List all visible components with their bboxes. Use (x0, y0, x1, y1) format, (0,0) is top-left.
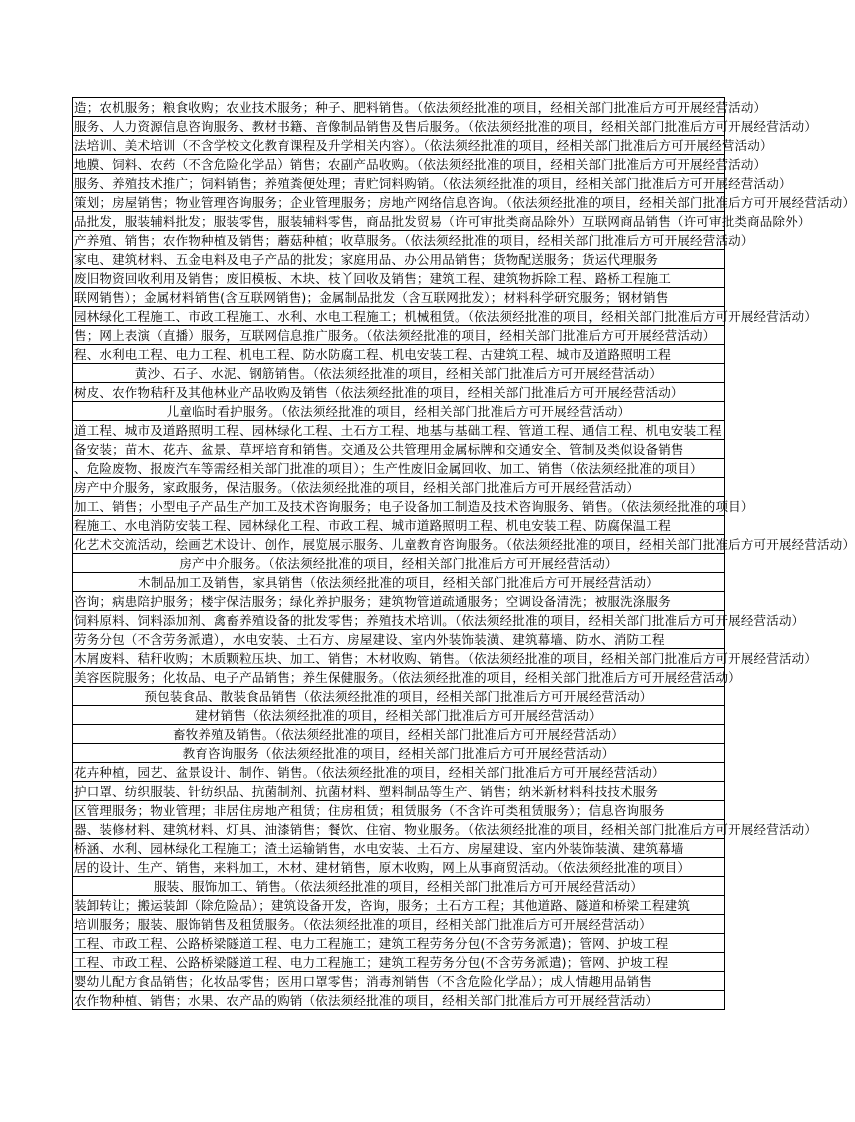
table-row: 农作物种植、销售；水果、农产品的购销（依法须经批准的项目，经相关部门批准后方可开展经营活动） (73, 991, 725, 1010)
table-row: 程施工、水电消防安装工程、园林绿化工程、市政工程、城市道路照明工程、机电安装工程、防腐保温工程 (73, 516, 725, 535)
table-row: 工程、市政工程、公路桥梁隧道工程、电力工程施工；建筑工程劳务分包(不含劳务派遣)；管网、护坡工程 (73, 953, 725, 972)
table-row: 地膜、饲料、农药（不含危险化学品）销售；农副产品收购。（依法须经批准的项目，经相关部门批准后方可开展经营活动） (74, 157, 767, 172)
table-row: 造；农机服务；粮食收购；农业技术服务；种子、肥料销售。（依法须经批准的项目，经相关部门批准后方可开展经营活动） (74, 100, 767, 115)
table-row: 联网销售）；金属材料销售(含互联网销售)；金属制品批发（含互联网批发）；材料科学研究服务；钢材销售 (73, 288, 725, 307)
table-row: 家电、建筑材料、五金电料及电子产品的批发；家庭用品、办公用品销售；货物配送服务；货运代理服务 (73, 250, 725, 269)
table-row: 木屑废料、秸秆收购；木质颗粒压块、加工、销售；木材收购、销售。（依法须经批准的项目，经相关部门批准后方可开展经营活动） (74, 651, 818, 666)
table-row: 服务、养殖技术推广；饲料销售；养殖粪便处理；青贮饲料购销。（依法须经批准的项目，经相关部门批准后方可开展经营活动） (74, 176, 792, 191)
table-row: 器、装修材料、建筑材料、灯具、油漆销售；餐饮、住宿、物业服务。（依法须经批准的项目，经相关部门批准后方可开展经营活动） (74, 822, 818, 837)
table-row: 备安装；苗木、花卉、盆景、草坪培育和销售。交通及公共管理用金属标牌和交通安全、管制及类似设备销售 (73, 440, 725, 459)
table-row: 咨询；病患陪护服务；楼宇保洁服务；绿化养护服务；建筑物管道疏通服务；空调设备清洗；被服洗涤服务 (73, 592, 725, 611)
table-row: 培训服务；服装、服饰销售及租赁服务。（依法须经批准的项目，经相关部门批准后方可开展经营活动） (73, 915, 725, 934)
table-row: 、危险废物、报废汽车等需经相关部门批准的项目）；生产性废旧金属回收、加工、销售（依法须经批准的项目） (73, 459, 725, 478)
table-row: 预包装食品、散装食品销售（依法须经批准的项目，经相关部门批准后方可开展经营活动） (73, 687, 725, 706)
table-row: 服务、人力资源信息咨询服务、教材书籍、音像制品销售及售后服务。（依法须经批准的项目，经相关部门批准后方可开展经营活动） (74, 119, 818, 134)
table-row: 加工、销售；小型电子产品生产加工及技术咨询服务；电子设备加工制造及技术咨询服务、销售。（依法须经批准的项目） (74, 499, 754, 514)
table-row: 区管理服务；物业管理；非居住房地产租赁；住房租赁；租赁服务（不含许可类租赁服务）；信息咨询服务 (73, 801, 725, 820)
table-row: 树皮、农作物秸秆及其他林业产品收购及销售（依法须经批准的项目，经相关部门批准后方可开展经营活动） (73, 383, 725, 402)
table-row: 装卸转让；搬运装卸（除危险品）；建筑设备开发，咨询，服务；土石方工程；其他道路、隧道和桥梁工程建筑 (73, 896, 725, 915)
spreadsheet-column (72, 97, 855, 1010)
table-row: 产养殖、销售；农作物种植及销售；蘑菇种植；收草服务。（依法须经批准的项目，经相关部门批准后方可开展经营活动） (74, 233, 754, 248)
table-row: 建材销售（依法须经批准的项目，经相关部门批准后方可开展经营活动） (73, 706, 725, 725)
table-row: 饲料原料、饲料添加剂、禽畜养殖设备的批发零售；养殖技术培训。（依法须经批准的项目，经相关部门批准后方可开展经营活动） (74, 613, 805, 628)
table-row: 策划；房屋销售；物业管理咨询服务；企业管理服务；房地产网络信息咨询。（依法须经批准的项目，经相关部门批准后方可开展经营活动） (74, 195, 855, 210)
table-row: 园林绿化工程施工、市政工程施工、水利、水电工程施工；机械租赁。（依法须经批准的项目，经相关部门批准后方可开展经营活动） (74, 309, 818, 324)
table-row: 废旧物资回收利用及销售；废旧模板、木块、枝丫回收及销售；建筑工程、建筑物拆除工程、路桥工程施工 (73, 269, 725, 288)
table-row: 售；网上表演（直播）服务，互联网信息推广服务。（依法须经批准的项目，经相关部门批准后方可开展经营活动） (73, 326, 725, 345)
table-row: 品批发，服装辅料批发；服装零售，服装辅料零售，商品批发贸易（许可审批类商品除外）互联网商品销售（许可审批类商品除外） (74, 214, 811, 229)
table-row: 花卉种植，园艺、盆景设计、制作、销售。（依法须经批准的项目，经相关部门批准后方可开展经营活动） (73, 763, 725, 782)
table-row: 儿童临时看护服务。（依法须经批准的项目，经相关部门批准后方可开展经营活动） (73, 402, 725, 421)
table-row: 房产中介服务，家政服务，保洁服务。（依法须经批准的项目，经相关部门批准后方可开展经营活动） (73, 478, 725, 497)
table-row: 房产中介服务。（依法须经批准的项目，经相关部门批准后方可开展经营活动） (73, 554, 725, 573)
table-row: 工程、市政工程、公路桥梁隧道工程、电力工程施工；建筑工程劳务分包(不含劳务派遣)；管网、护坡工程 (73, 934, 725, 953)
table-row: 美容医院服务；化妆品、电子产品销售；养生保健服务。（依法须经批准的项目，经相关部门批准后方可开展经营活动） (74, 670, 741, 685)
table-row: 程、水利电工程、电力工程、机电工程、防水防腐工程、机电安装工程、古建筑工程、城市及道路照明工程 (73, 345, 725, 364)
table-row: 法培训、美术培训（不含学校文化教育课程及升学相关内容）。（依法须经批准的项目，经相关部门批准后方可开展经营活动） (74, 138, 773, 153)
table-row: 道工程、城市及道路照明工程、园林绿化工程、土石方工程、地基与基础工程、管道工程、通信工程、机电安装工程 (73, 421, 725, 440)
table-row: 畜牧养殖及销售。（依法须经批准的项目，经相关部门批准后方可开展经营活动） (73, 725, 725, 744)
table-row: 化艺术交流活动，绘画艺术设计、创作，展览展示服务、儿童教育咨询服务。（依法须经批准的项目，经相关部门批准后方可开展经营活动） (74, 537, 855, 552)
table-row: 劳务分包（不含劳务派遣），水电安装、土石方、房屋建设、室内外装饰装潢、建筑幕墙、防水、消防工程 (73, 630, 725, 649)
table-row: 教育咨询服务（依法须经批准的项目，经相关部门批准后方可开展经营活动） (73, 744, 725, 763)
table-row: 桥涵、水利、园林绿化工程施工；渣土运输销售，水电安装、土石方、房屋建设、室内外装饰装潢、建筑幕墙 (73, 839, 725, 858)
table-row: 居的设计、生产、销售，来料加工，木材、建材销售，原木收购，网上从事商贸活动。（依法须经批准的项目） (73, 858, 725, 877)
table-row: 护口罩、纺织服装、针纺织品、抗菌制剂、抗菌材料、塑料制品等生产、销售；纳米新材料科技技术服务 (73, 782, 725, 801)
table-row: 服装、服饰加工、销售。（依法须经批准的项目，经相关部门批准后方可开展经营活动） (73, 877, 725, 896)
table-row: 木制品加工及销售，家具销售（依法须经批准的项目，经相关部门批准后方可开展经营活动） (73, 573, 725, 592)
table-row: 婴幼儿配方食品销售；化妆品零售；医用口罩零售；消毒剂销售（不含危险化学品）；成人情趣用品销售 (73, 972, 725, 991)
table-row: 黄沙、石子、水泥、钢筋销售。（依法须经批准的项目，经相关部门批准后方可开展经营活动） (73, 364, 725, 383)
